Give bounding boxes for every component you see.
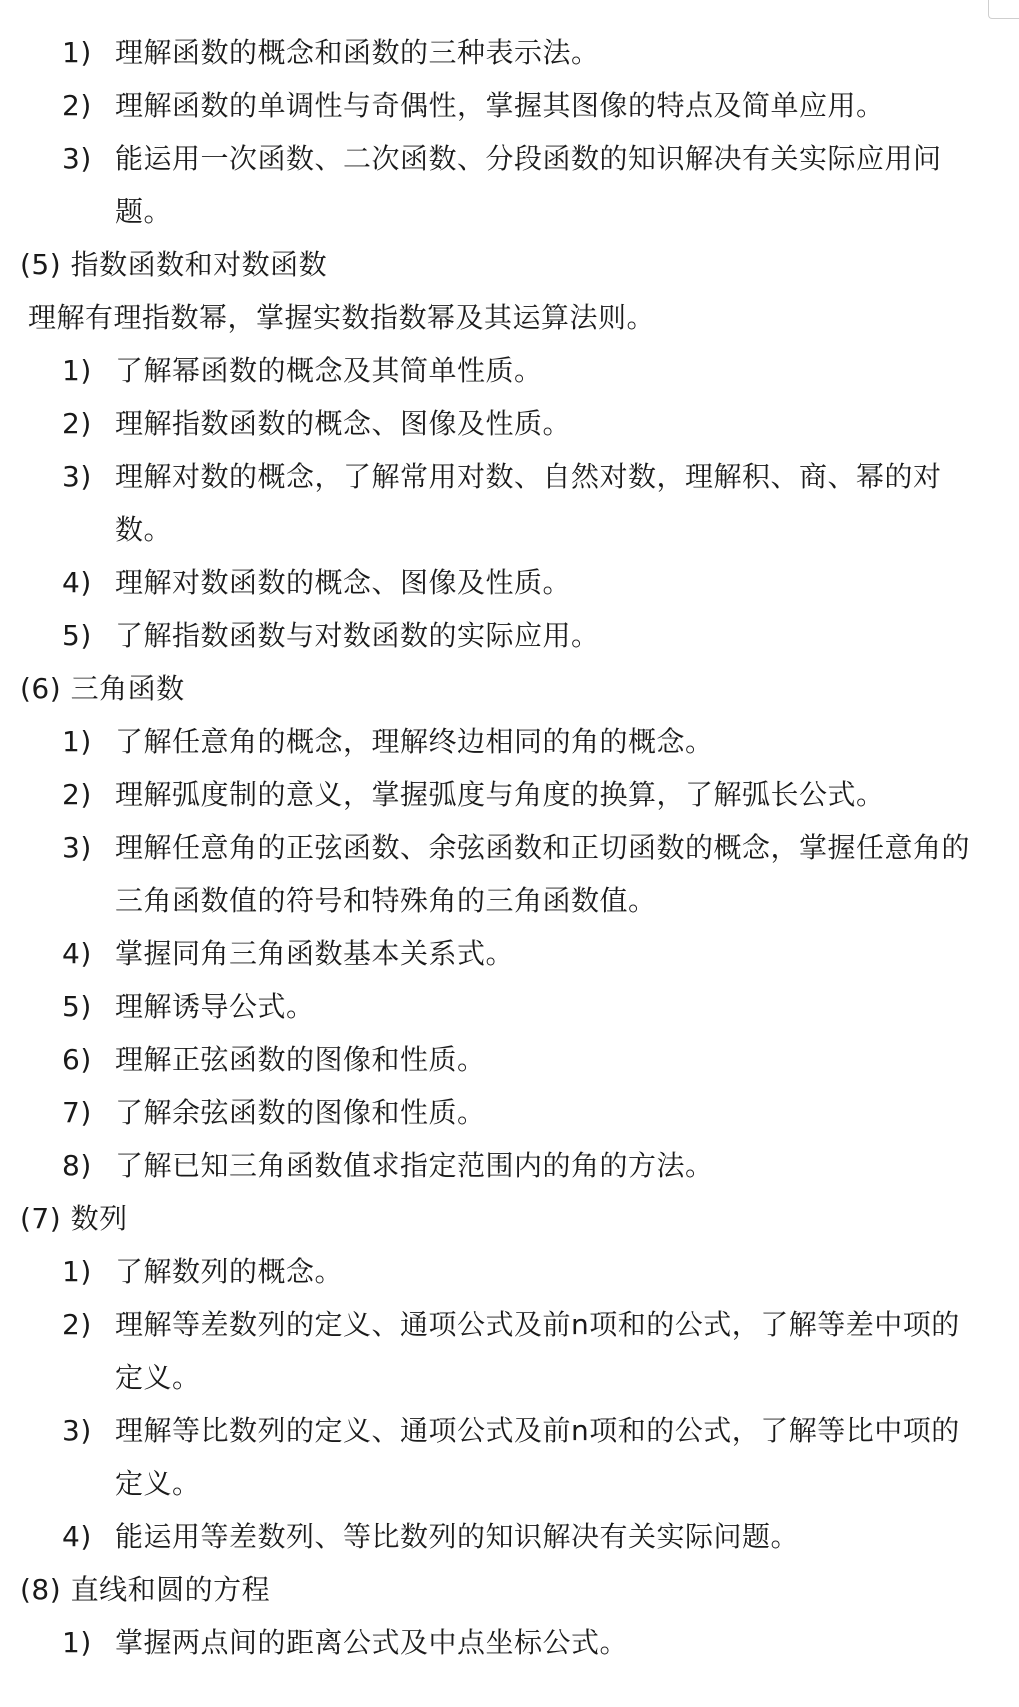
list-item-text: 理解任意角的正弦函数、余弦函数和正切函数的概念，掌握任意角的 <box>115 831 971 864</box>
list-item-number: 1) <box>62 725 92 758</box>
list-item-text: 能运用一次函数、二次函数、分段函数的知识解决有关实际应用问 <box>115 142 942 175</box>
list-item-text: 理解等差数列的定义、通项公式及前n项和的公式，了解等差中项的 <box>115 1308 960 1341</box>
list-item-text: 理解函数的概念和函数的三种表示法。 <box>115 36 600 69</box>
list-item-text: 理解弧度制的意义，掌握弧度与角度的换算，了解弧长公式。 <box>115 778 885 811</box>
list-item-text: 理解等比数列的定义、通项公式及前n项和的公式，了解等比中项的 <box>115 1414 960 1447</box>
section-heading: (7) 数列 <box>20 1202 128 1235</box>
list-item-number: 4) <box>62 1520 92 1553</box>
list-item-text: 了解已知三角函数值求指定范围内的角的方法。 <box>115 1149 714 1182</box>
list-item-text: 理解函数的单调性与奇偶性，掌握其图像的特点及简单应用。 <box>115 89 885 122</box>
list-item-text: 掌握两点间的距离公式及中点坐标公式。 <box>115 1626 629 1659</box>
list-item-continuation: 定义。 <box>115 1467 201 1500</box>
list-item-number: 5) <box>62 619 92 652</box>
list-item-continuation: 题。 <box>115 195 173 228</box>
list-item-number: 2) <box>62 1308 92 1341</box>
list-item-text: 掌握同角三角函数基本关系式。 <box>115 937 515 970</box>
section-heading: (6) 三角函数 <box>20 672 185 705</box>
list-item-number: 8) <box>62 1149 92 1182</box>
list-item-number: 2) <box>62 778 92 811</box>
list-item-number: 4) <box>62 566 92 599</box>
list-item-number: 6) <box>62 1043 92 1076</box>
section-heading: (5) 指数函数和对数函数 <box>20 248 328 281</box>
list-item-text: 理解指数函数的概念、图像及性质。 <box>115 407 572 440</box>
list-item-text: 理解诱导公式。 <box>115 990 315 1023</box>
list-item-text: 了解指数函数与对数函数的实际应用。 <box>115 619 600 652</box>
list-item-text: 了解幂函数的概念及其简单性质。 <box>115 354 543 387</box>
list-item-number: 4) <box>62 937 92 970</box>
list-item-number: 7) <box>62 1096 92 1129</box>
list-item-number: 1) <box>62 36 92 69</box>
list-item-text: 理解对数的概念，了解常用对数、自然对数，理解积、商、幂的对 <box>115 460 942 493</box>
list-item-number: 3) <box>62 1414 92 1447</box>
list-item-number: 5) <box>62 990 92 1023</box>
page-corner-marker <box>988 0 1019 19</box>
list-item-continuation: 定义。 <box>115 1361 201 1394</box>
list-item-text: 了解数列的概念。 <box>115 1255 344 1288</box>
list-item-continuation: 三角函数值的符号和特殊角的三角函数值。 <box>115 884 657 917</box>
list-item-number: 2) <box>62 89 92 122</box>
section-intro: 理解有理指数幂，掌握实数指数幂及其运算法则。 <box>28 301 656 334</box>
list-item-text: 了解余弦函数的图像和性质。 <box>115 1096 486 1129</box>
list-item-text: 了解任意角的概念，理解终边相同的角的概念。 <box>115 725 714 758</box>
list-item-continuation: 数。 <box>115 513 173 546</box>
list-item-number: 3) <box>62 142 92 175</box>
section-heading: (8) 直线和圆的方程 <box>20 1573 271 1606</box>
list-item-number: 3) <box>62 460 92 493</box>
list-item-text: 理解对数函数的概念、图像及性质。 <box>115 566 572 599</box>
list-item-number: 1) <box>62 354 92 387</box>
list-item-number: 1) <box>62 1255 92 1288</box>
list-item-number: 3) <box>62 831 92 864</box>
list-item-text: 能运用等差数列、等比数列的知识解决有关实际问题。 <box>115 1520 800 1553</box>
list-item-text: 理解正弦函数的图像和性质。 <box>115 1043 486 1076</box>
list-item-number: 1) <box>62 1626 92 1659</box>
list-item-number: 2) <box>62 407 92 440</box>
